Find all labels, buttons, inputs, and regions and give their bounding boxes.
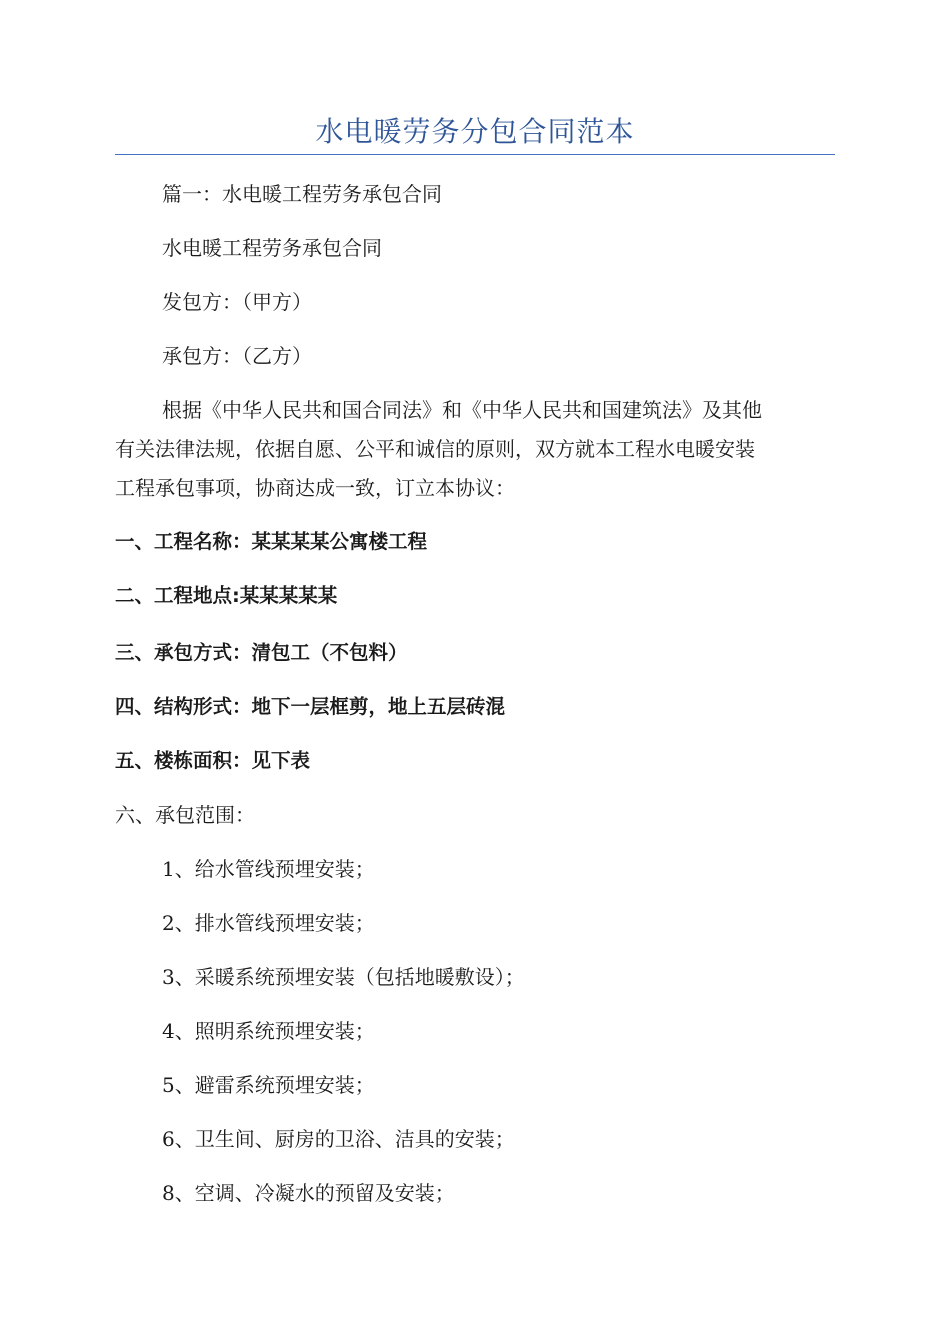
section-heading: 篇一：水电暖工程劳务承包合同 bbox=[162, 182, 442, 206]
scope-item: 3、采暖系统预埋安装（包括地暖敷设）； bbox=[162, 965, 525, 989]
term-structure-form: 四、结构形式：地下一层框剪，地上五层砖混 bbox=[115, 695, 506, 718]
scope-heading: 六、承包范围： bbox=[115, 803, 255, 827]
scope-item: 5、避雷系统预埋安装； bbox=[162, 1073, 375, 1097]
scope-item: 6、卫生间、厨房的卫浴、洁具的安装； bbox=[162, 1127, 515, 1151]
title-underline bbox=[115, 154, 835, 155]
party-b-line: 承包方：（乙方） bbox=[162, 344, 312, 368]
intro-paragraph-row: 根据《中华人民共和国合同法》和《中华人民共和国建筑法》及其他 bbox=[162, 398, 762, 422]
intro-paragraph-row: 工程承包事项，协商达成一致，订立本协议： bbox=[115, 476, 515, 500]
scope-item: 4、照明系统预埋安装； bbox=[162, 1019, 375, 1043]
intro-paragraph-row: 有关法律法规，依据自愿、公平和诚信的原则，双方就本工程水电暖安装 bbox=[115, 437, 755, 461]
contract-title: 水电暖工程劳务承包合同 bbox=[162, 236, 382, 260]
document-title: 水电暖劳务分包合同范本 bbox=[315, 115, 635, 148]
term-project-location: 二、工程地点:某某某某某 bbox=[115, 584, 338, 607]
scope-item: 8、空调、冷凝水的预留及安装； bbox=[162, 1181, 455, 1205]
term-project-name: 一、工程名称：某某某某公寓楼工程 bbox=[115, 530, 428, 553]
intro-paragraph bbox=[115, 391, 835, 508]
scope-item: 1、给水管线预埋安装； bbox=[162, 857, 375, 881]
party-a-line: 发包方：（甲方） bbox=[162, 290, 312, 314]
term-building-area: 五、楼栋面积：见下表 bbox=[115, 749, 311, 772]
term-contract-method: 三、承包方式：清包工（不包料） bbox=[115, 641, 408, 664]
scope-item: 2、排水管线预埋安装； bbox=[162, 911, 375, 935]
